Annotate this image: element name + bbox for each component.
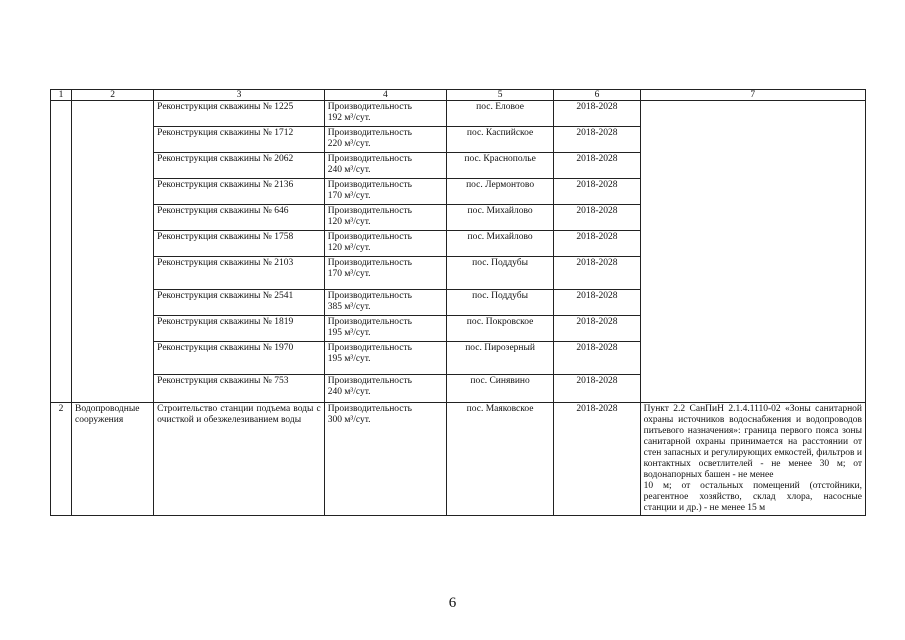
- work-cell: Реконструкция скважины № 1819: [154, 316, 325, 342]
- period-cell: 2018-2028: [554, 231, 640, 257]
- num-cell: [51, 101, 72, 403]
- category-cell: [72, 101, 154, 403]
- work-cell: Реконструкция скважины № 1970: [154, 342, 325, 375]
- work-cell: Реконструкция скважины № 2541: [154, 290, 325, 316]
- col-header: 2: [72, 90, 154, 101]
- place-cell: пос. Михайлово: [446, 205, 553, 231]
- period-cell: 2018-2028: [554, 257, 640, 290]
- table-row: [51, 403, 866, 516]
- place-cell: пос. Лермонтово: [446, 179, 553, 205]
- place-cell: пос. Поддубы: [446, 257, 553, 290]
- capacity-cell: Производительность 120 м³/сут.: [324, 231, 446, 257]
- period-cell: 2018-2028: [554, 127, 640, 153]
- table-row: [51, 101, 866, 127]
- note-cell: [640, 101, 865, 403]
- capacity-cell: Производительность 240 м³/сут.: [324, 375, 446, 403]
- work-cell: Реконструкция скважины № 1758: [154, 231, 325, 257]
- work-cell: Строительство станции подъема воды с очисткой и обезжелезиванием воды: [154, 403, 325, 516]
- num-cell: 2: [51, 403, 72, 516]
- place-cell: пос. Маяковское: [446, 403, 553, 516]
- note-text: 10 м; от остальных помещений (отстойники, реагентное хозяйство, склад хлора, насосные станции и др.) - не менее 15 м: [643, 481, 862, 513]
- place-cell: пос. Краснополье: [446, 153, 553, 179]
- work-cell: Реконструкция скважины № 753: [154, 375, 325, 403]
- period-cell: 2018-2028: [554, 316, 640, 342]
- place-cell: пос. Поддубы: [446, 290, 553, 316]
- col-header: 4: [324, 90, 446, 101]
- period-cell: 2018-2028: [554, 179, 640, 205]
- capacity-cell: Производительность 300 м³/сут.: [324, 403, 446, 516]
- note-text: Пункт 2.2 СанПиН 2.1.4.1110-02 «Зоны санитарной охраны источников водоснабжения и водопроводов питьевого назначения»: граница первого пояса зоны санитарной охраны принимается на расстоянии от стен запасных и регулирующих емкостей, фильтров и контактных осветлителей - не менее 30 м; от водонапорных башен - не менее: [643, 404, 862, 480]
- note-cell: [640, 403, 865, 516]
- capacity-cell: Производительность 192 м³/сут.: [324, 101, 446, 127]
- work-cell: Реконструкция скважины № 646: [154, 205, 325, 231]
- work-cell: Реконструкция скважины № 1712: [154, 127, 325, 153]
- period-cell: 2018-2028: [554, 153, 640, 179]
- period-cell: 2018-2028: [554, 205, 640, 231]
- column-number-row: [51, 90, 866, 101]
- place-cell: пос. Михайлово: [446, 231, 553, 257]
- category-cell: Водопроводные сооружения: [72, 403, 154, 516]
- works-table: [50, 89, 866, 516]
- work-cell: Реконструкция скважины № 2103: [154, 257, 325, 290]
- period-cell: 2018-2028: [554, 290, 640, 316]
- work-cell: Реконструкция скважины № 2136: [154, 179, 325, 205]
- col-header: 3: [154, 90, 325, 101]
- work-cell: Реконструкция скважины № 2062: [154, 153, 325, 179]
- period-cell: 2018-2028: [554, 375, 640, 403]
- period-cell: 2018-2028: [554, 403, 640, 516]
- capacity-cell: Производительность 240 м³/сут.: [324, 153, 446, 179]
- capacity-cell: Производительность 385 м³/сут.: [324, 290, 446, 316]
- col-header: 1: [51, 90, 72, 101]
- col-header: 7: [640, 90, 865, 101]
- capacity-cell: Производительность 195 м³/сут.: [324, 342, 446, 375]
- place-cell: пос. Покровское: [446, 316, 553, 342]
- place-cell: пос. Пирозерный: [446, 342, 553, 375]
- col-header: 5: [446, 90, 553, 101]
- page-number: 6: [448, 595, 457, 611]
- capacity-cell: Производительность 195 м³/сут.: [324, 316, 446, 342]
- capacity-cell: Производительность 220 м³/сут.: [324, 127, 446, 153]
- place-cell: пос. Синявино: [446, 375, 553, 403]
- place-cell: пос. Каспийское: [446, 127, 553, 153]
- capacity-cell: Производительность 170 м³/сут.: [324, 179, 446, 205]
- col-header: 6: [554, 90, 640, 101]
- work-cell: Реконструкция скважины № 1225: [154, 101, 325, 127]
- capacity-cell: Производительность 170 м³/сут.: [324, 257, 446, 290]
- capacity-cell: Производительность 120 м³/сут.: [324, 205, 446, 231]
- period-cell: 2018-2028: [554, 342, 640, 375]
- place-cell: пос. Еловое: [446, 101, 553, 127]
- period-cell: 2018-2028: [554, 101, 640, 127]
